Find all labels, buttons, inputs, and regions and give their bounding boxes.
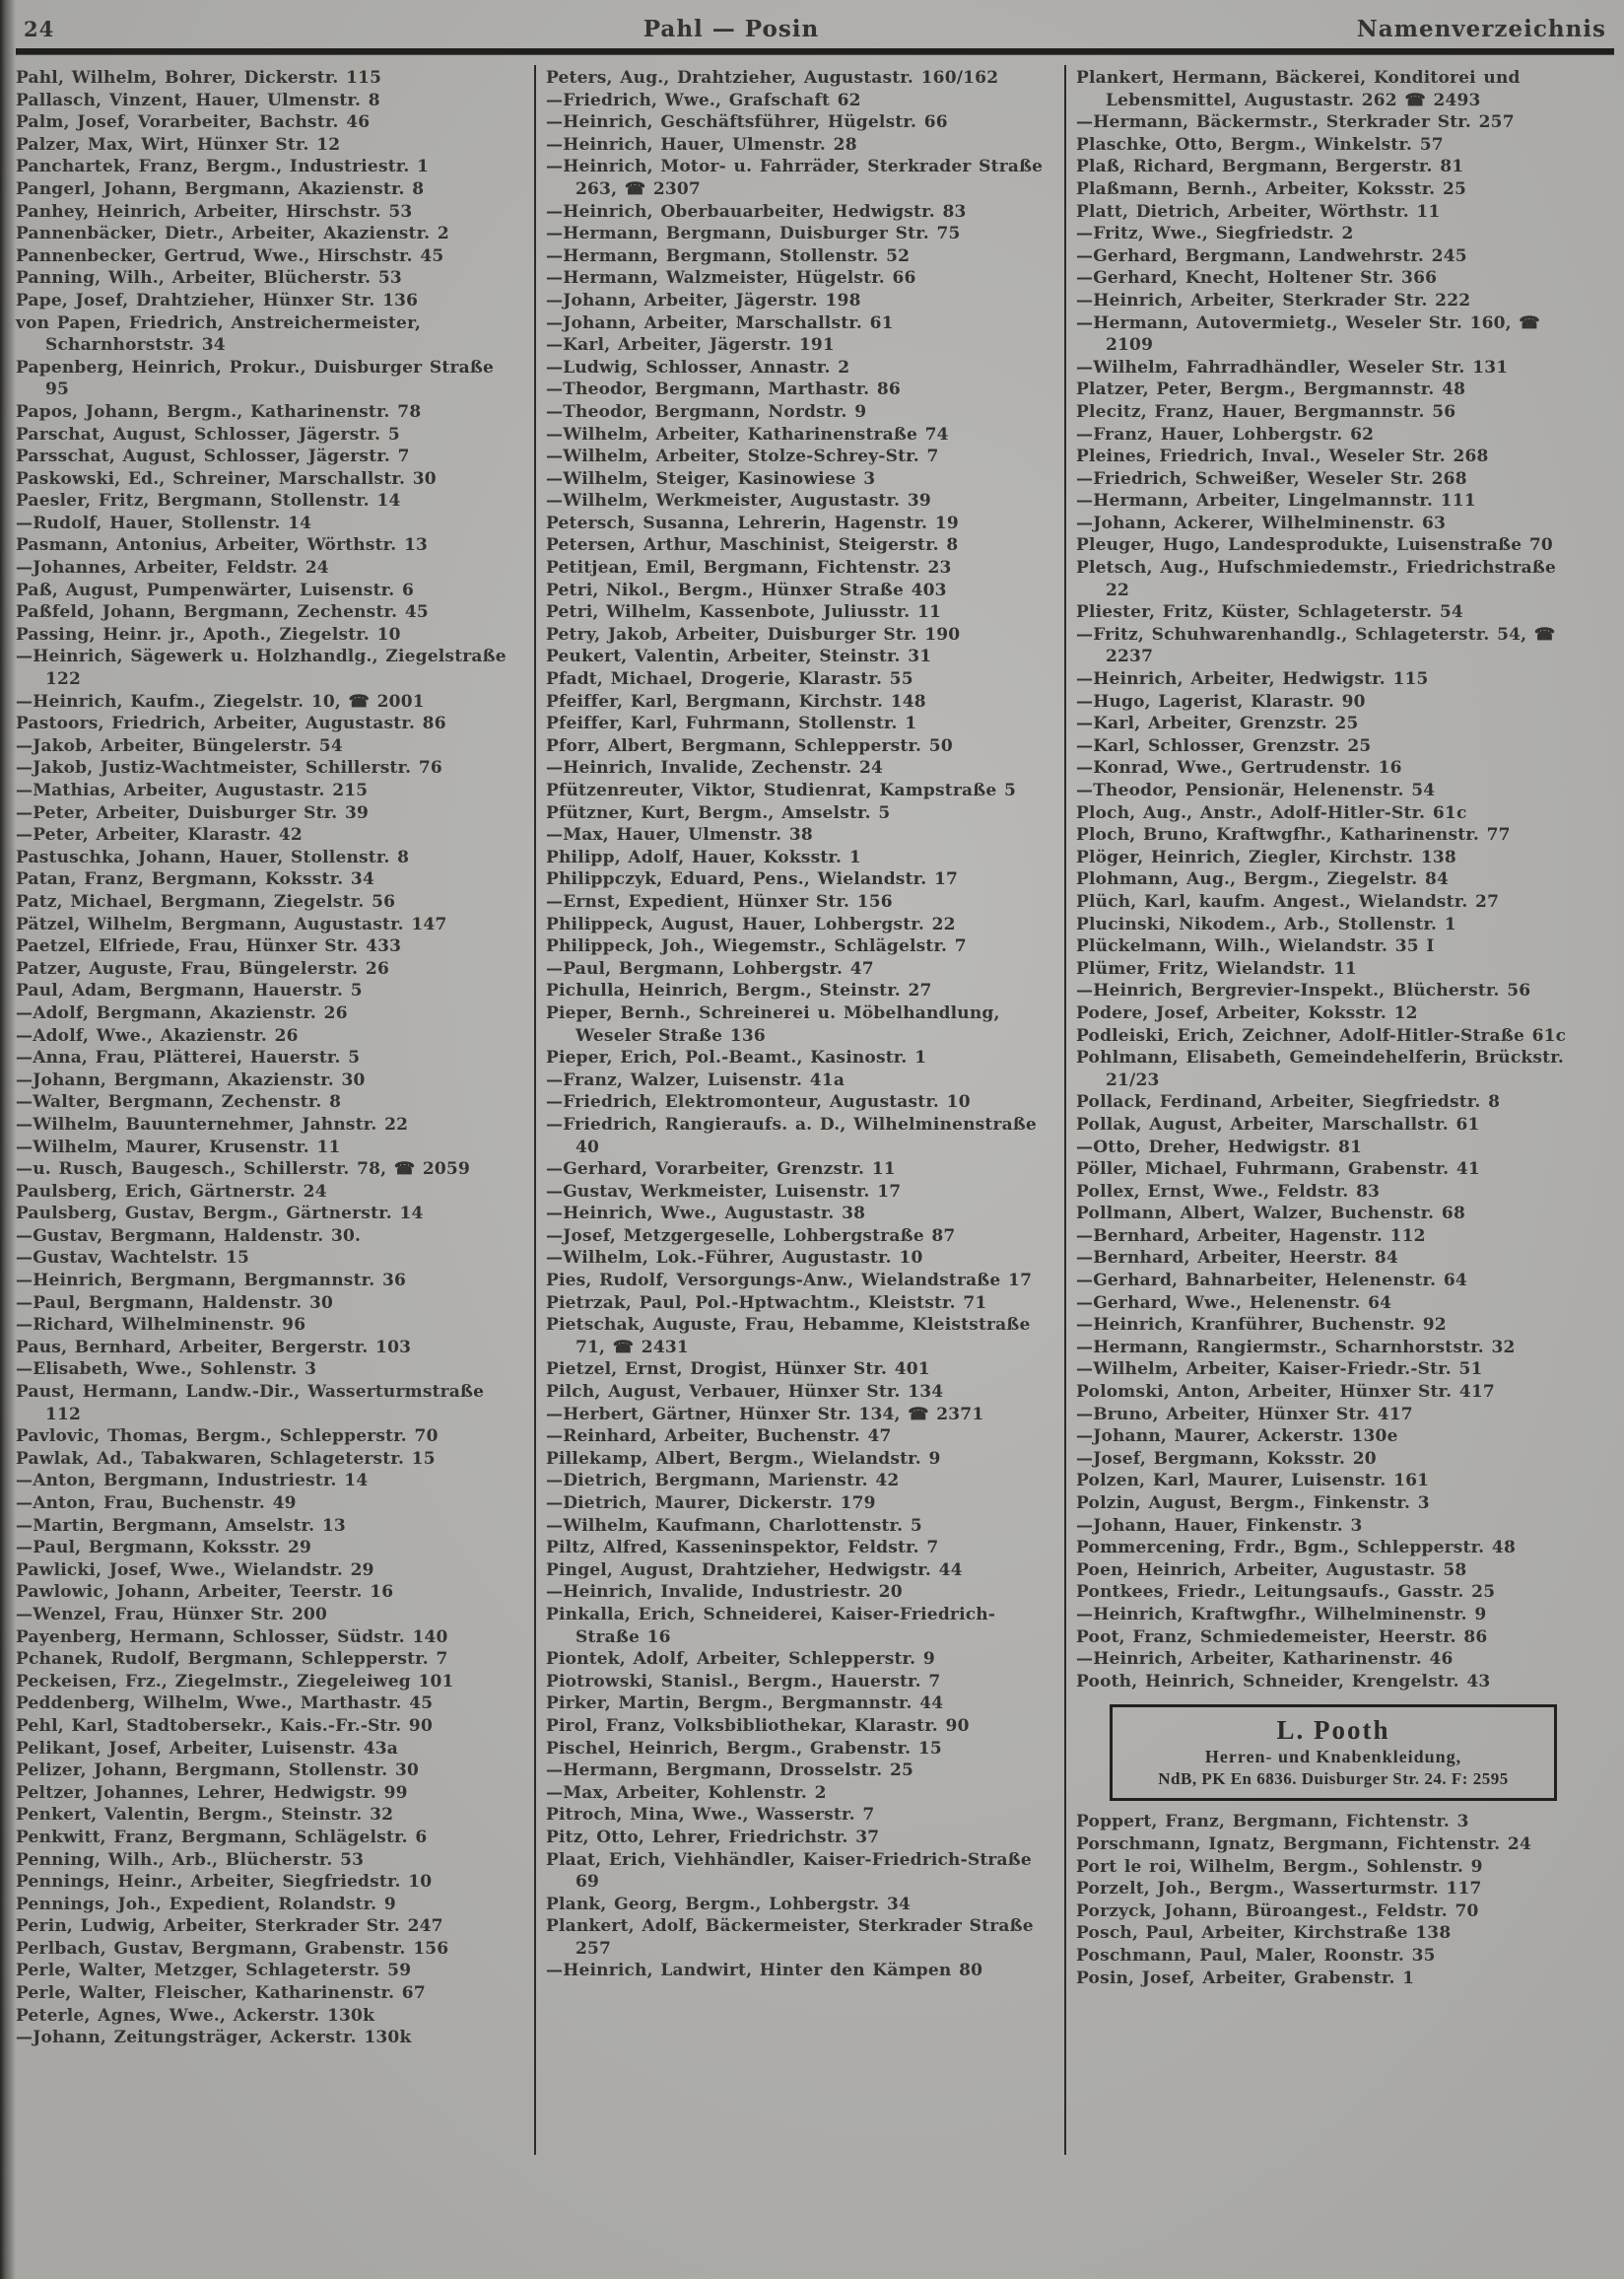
directory-entry: Peckeisen, Frz., Ziegelmstr., Ziegeleiweg 101 bbox=[16, 1671, 454, 1692]
directory-entry: Pieper, Erich, Pol.-Beamt., Kasinostr. 1 bbox=[546, 1048, 927, 1069]
ad-contact-info: NdB, PK En 6836. Duisburger Str. 24. F: 2595 bbox=[1158, 1769, 1509, 1789]
directory-entry: Pischel, Heinrich, Bergm., Grabenstr. 15 bbox=[546, 1738, 942, 1759]
directory-entry: Pollex, Ernst, Wwe., Feldstr. 83 bbox=[1076, 1181, 1381, 1202]
directory-entry: Podere, Josef, Arbeiter, Koksstr. 12 bbox=[1076, 1002, 1418, 1023]
directory-entry: —Adolf, Bergmann, Akazienstr. 26 bbox=[16, 1002, 348, 1023]
directory-entry: —Heinrich, Arbeiter, Hedwigstr. 115 bbox=[1076, 669, 1429, 690]
directory-entry: Panning, Wilh., Arbeiter, Blücherstr. 53 bbox=[16, 268, 402, 289]
column-1 bbox=[16, 65, 522, 2253]
directory-entry: Poppert, Franz, Bergmann, Fichtenstr. 3 bbox=[1076, 1812, 1469, 1832]
directory-entry: —Gerhard, Bergmann, Landwehrstr. 245 bbox=[1076, 245, 1467, 266]
directory-entry: —Josef, Metzgergeselle, Lohbergstraße 87 bbox=[546, 1225, 956, 1246]
directory-entry: Pelizer, Johann, Bergmann, Stollenstr. 30 bbox=[16, 1761, 420, 1781]
directory-entry: Perin, Ludwig, Arbeiter, Sterkrader Str. 247 bbox=[16, 1916, 443, 1937]
directory-entry: Poot, Franz, Schmiedemeister, Heerstr. 86 bbox=[1076, 1626, 1488, 1647]
directory-entry: Plucinski, Nikodem., Arb., Stollenstr. 1 bbox=[1076, 914, 1456, 934]
directory-entry: Paetzel, Elfriede, Frau, Hünxer Str. 433 bbox=[16, 936, 402, 957]
directory-entry: —Wilhelm, Werkmeister, Augustastr. 39 bbox=[546, 491, 931, 512]
directory-entry: Pitz, Otto, Lehrer, Friedrichstr. 37 bbox=[546, 1827, 880, 1847]
directory-entry: Pietrzak, Paul, Pol.-Hptwachtm., Kleiststr. 71 bbox=[546, 1292, 987, 1313]
directory-entry: Porschmann, Ignatz, Bergmann, Fichtenstr. 24 bbox=[1076, 1833, 1531, 1854]
directory-entry: Pasmann, Antonius, Arbeiter, Wörthstr. 13 bbox=[16, 535, 429, 556]
directory-entry: —Anna, Frau, Plätterei, Hauerstr. 5 bbox=[16, 1048, 361, 1069]
directory-entry: —Hermann, Bergmann, Duisburger Str. 75 bbox=[546, 224, 961, 244]
directory-entry: —Heinrich, Motor- u. Fahrräder, Sterkrader Straße 263, ☎ 2307 bbox=[546, 157, 1044, 199]
directory-entry: Pape, Josef, Drahtzieher, Hünxer Str. 136 bbox=[16, 290, 419, 311]
directory-entry: —Heinrich, Bergmann, Bergmannstr. 36 bbox=[16, 1271, 407, 1291]
directory-entry: —Heinrich, Kraftwgfhr., Wilhelminenstr. 9 bbox=[1076, 1604, 1487, 1624]
directory-entry: —Karl, Schlosser, Grenzstr. 25 bbox=[1076, 735, 1372, 756]
directory-entry: —Richard, Wilhelminenstr. 96 bbox=[16, 1315, 306, 1336]
directory-entry: —Dietrich, Bergmann, Marienstr. 42 bbox=[546, 1471, 900, 1491]
pooth-advertisement bbox=[1110, 1704, 1557, 1801]
column-3-entries-bottom bbox=[1076, 1811, 1583, 1989]
directory-entry: Pfützenreuter, Viktor, Studienrat, Kampstraße 5 bbox=[546, 781, 1016, 800]
directory-entry: Polzen, Karl, Maurer, Luisenstr. 161 bbox=[1076, 1471, 1430, 1491]
directory-entry: —Wilhelm, Arbeiter, Stolze-Schrey-Str. 7 bbox=[546, 447, 939, 467]
directory-entry: Penkwitt, Franz, Bergmann, Schlägelstr. 6 bbox=[16, 1827, 428, 1847]
directory-entry: Pätzel, Wilhelm, Bergmann, Augustastr. 147 bbox=[16, 914, 447, 934]
ad-company-name: L. Pooth bbox=[1276, 1715, 1390, 1746]
directory-entry: —Heinrich, Geschäftsführer, Hügelstr. 66 bbox=[546, 112, 948, 133]
directory-entry: Piltz, Alfred, Kasseninspektor, Feldstr. 7 bbox=[546, 1538, 939, 1558]
directory-entry: —Gustav, Werkmeister, Luisenstr. 17 bbox=[546, 1181, 902, 1202]
directory-entry: Pommercening, Frdr., Bgm., Schlepperstr. 48 bbox=[1076, 1538, 1516, 1558]
directory-entry: —Hermann, Bergmann, Drosselstr. 25 bbox=[546, 1761, 914, 1781]
directory-entry: Payenberg, Hermann, Schlosser, Südstr. 140 bbox=[16, 1626, 448, 1647]
directory-entry: Pöller, Michael, Fuhrmann, Grabenstr. 41 bbox=[1076, 1159, 1480, 1180]
directory-entry: Panchartek, Franz, Bergm., Industriestr. 1 bbox=[16, 157, 430, 177]
directory-entry: —Gerhard, Knecht, Holtener Str. 366 bbox=[1076, 268, 1438, 289]
directory-entry: —Franz, Hauer, Lohbergstr. 62 bbox=[1076, 424, 1375, 445]
directory-entry: —Friedrich, Wwe., Grafschaft 62 bbox=[546, 90, 861, 110]
directory-entry: Pfeiffer, Karl, Fuhrmann, Stollenstr. 1 bbox=[546, 714, 917, 734]
column-2 bbox=[546, 65, 1052, 2253]
directory-entry: Paskowski, Ed., Schreiner, Marschallstr. 30 bbox=[16, 468, 437, 489]
directory-entry: Petry, Jakob, Arbeiter, Duisburger Str. 190 bbox=[546, 624, 961, 645]
directory-entry: Peukert, Valentin, Arbeiter, Steinstr. 31 bbox=[546, 647, 932, 667]
directory-entry: Papenberg, Heinrich, Prokur., Duisburger Straße 95 bbox=[16, 357, 494, 400]
directory-entry: Pfadt, Michael, Drogerie, Klarastr. 55 bbox=[546, 669, 914, 690]
directory-entry: Pollak, August, Arbeiter, Marschallstr. 61 bbox=[1076, 1114, 1480, 1135]
directory-entry: Pliester, Fritz, Küster, Schlageterstr. 54 bbox=[1076, 602, 1463, 623]
directory-entry: Polzin, August, Bergm., Finkenstr. 3 bbox=[1076, 1493, 1430, 1513]
directory-entry: —Wenzel, Frau, Hünxer Str. 200 bbox=[16, 1604, 328, 1624]
directory-entry: —Heinrich, Sägewerk u. Holzhandlg., Ziegelstraße 122 bbox=[16, 647, 507, 690]
directory-entry: Palzer, Max, Wirt, Hünxer Str. 12 bbox=[16, 134, 341, 155]
directory-entry: Paesler, Fritz, Bergmann, Stollenstr. 14 bbox=[16, 491, 401, 512]
directory-entry: —Theodor, Bergmann, Marthastr. 86 bbox=[546, 380, 901, 400]
directory-entry: Poschmann, Paul, Maler, Roonstr. 35 bbox=[1076, 1945, 1436, 1966]
directory-entry: Pannenbecker, Gertrud, Wwe., Hirschstr. 45 bbox=[16, 245, 444, 266]
directory-entry: Petersch, Susanna, Lehrerin, Hagenstr. 19 bbox=[546, 513, 959, 533]
directory-entry: Pollmann, Albert, Walzer, Buchenstr. 68 bbox=[1076, 1204, 1465, 1224]
directory-entry: Pitroch, Mina, Wwe., Wasserstr. 7 bbox=[546, 1805, 875, 1826]
directory-entry: —Hermann, Bäckermstr., Sterkrader Str. 257 bbox=[1076, 112, 1515, 133]
page-header bbox=[16, 14, 1614, 48]
directory-entry: Ploch, Bruno, Kraftwgfhr., Katharinenstr. 77 bbox=[1076, 825, 1511, 846]
directory-entry: Plankert, Adolf, Bäckermeister, Sterkrader Straße 257 bbox=[546, 1916, 1034, 1959]
directory-entry: —Heinrich, Wwe., Augustastr. 38 bbox=[546, 1204, 866, 1224]
directory-entry: Pastoors, Friedrich, Arbeiter, Augustastr. 86 bbox=[16, 714, 446, 734]
directory-entry: —Heinrich, Kranführer, Buchenstr. 92 bbox=[1076, 1315, 1447, 1336]
directory-entry: —Hermann, Rangiermstr., Scharnhorststr. 32 bbox=[1076, 1337, 1516, 1357]
directory-entry: —Otto, Dreher, Hedwigstr. 81 bbox=[1076, 1137, 1363, 1157]
directory-entry: Pallasch, Vinzent, Hauer, Ulmenstr. 8 bbox=[16, 90, 380, 110]
directory-entry: Plöger, Heinrich, Ziegler, Kirchstr. 138 bbox=[1076, 847, 1456, 867]
directory-entry: —Hermann, Walzmeister, Hügelstr. 66 bbox=[546, 268, 916, 289]
directory-entry: —Herbert, Gärtner, Hünxer Str. 134, ☎ 2371 bbox=[546, 1404, 984, 1424]
directory-entry: Posch, Paul, Arbeiter, Kirchstraße 138 bbox=[1076, 1923, 1452, 1944]
directory-entry: —Paul, Bergmann, Lohbergstr. 47 bbox=[546, 958, 874, 979]
directory-entry: Paßfeld, Johann, Bergmann, Zechenstr. 45 bbox=[16, 602, 429, 623]
directory-entry: —Jakob, Justiz-Wachtmeister, Schillerstr. 76 bbox=[16, 758, 442, 779]
directory-entry: —Bernhard, Arbeiter, Hagenstr. 112 bbox=[1076, 1225, 1426, 1246]
directory-entry: Port le roi, Wilhelm, Bergm., Sohlenstr. 9 bbox=[1076, 1856, 1483, 1877]
directory-entry: Plüch, Karl, kaufm. Angest., Wielandstr. 27 bbox=[1076, 891, 1500, 912]
directory-entry: —Franz, Walzer, Luisenstr. 41a bbox=[546, 1070, 846, 1090]
directory-entry: —Jakob, Arbeiter, Büngelerstr. 54 bbox=[16, 735, 343, 756]
directory-entry: Pchanek, Rudolf, Bergmann, Schlepperstr. 7 bbox=[16, 1649, 448, 1670]
directory-entry: Plümer, Fritz, Wielandstr. 11 bbox=[1076, 958, 1357, 979]
directory-entry: —Max, Hauer, Ulmenstr. 38 bbox=[546, 825, 813, 846]
directory-entry: Pollack, Ferdinand, Arbeiter, Siegfriedstr. 8 bbox=[1076, 1092, 1501, 1113]
directory-entry: —Johann, Maurer, Ackerstr. 130e bbox=[1076, 1426, 1398, 1447]
directory-entry: Pingel, August, Drahtzieher, Hedwigstr. 44 bbox=[546, 1559, 963, 1580]
directory-entry: Porzelt, Joh., Bergm., Wasserturmstr. 117 bbox=[1076, 1879, 1482, 1899]
directory-entry: Posin, Josef, Arbeiter, Grabenstr. 1 bbox=[1076, 1968, 1415, 1988]
directory-entry: Philippeck, August, Hauer, Lohbergstr. 22 bbox=[546, 914, 956, 934]
directory-entry: Piotrowski, Stanisl., Bergm., Hauerstr. 7 bbox=[546, 1671, 941, 1692]
directory-entry: Pfützner, Kurt, Bergm., Amselstr. 5 bbox=[546, 802, 891, 823]
directory-entry: —Friedrich, Elektromonteur, Augustastr. 10 bbox=[546, 1092, 971, 1113]
directory-entry: —Wilhelm, Steiger, Kasinowiese 3 bbox=[546, 468, 876, 489]
directory-entry: Plaschke, Otto, Bergm., Winkelstr. 57 bbox=[1076, 134, 1444, 155]
directory-entry: Petitjean, Emil, Bergmann, Fichtenstr. 23 bbox=[546, 558, 952, 579]
directory-entry: Patz, Michael, Bergmann, Ziegelstr. 56 bbox=[16, 891, 396, 912]
directory-entry: Parsschat, August, Schlosser, Jägerstr. 7 bbox=[16, 447, 410, 467]
directory-entry: —Bernhard, Arbeiter, Heerstr. 84 bbox=[1076, 1248, 1398, 1269]
directory-entry: Penning, Wilh., Arb., Blücherstr. 53 bbox=[16, 1849, 365, 1870]
directory-entry: Palm, Josef, Vorarbeiter, Bachstr. 46 bbox=[16, 112, 371, 133]
directory-entry: Philippeck, Joh., Wiegemstr., Schlägelstr. 7 bbox=[546, 936, 967, 957]
directory-entry: Pawlicki, Josef, Wwe., Wielandstr. 29 bbox=[16, 1559, 374, 1580]
directory-entry: Pirker, Martin, Bergm., Bergmannstr. 44 bbox=[546, 1693, 944, 1714]
directory-entry: —Max, Arbeiter, Kohlenstr. 2 bbox=[546, 1782, 827, 1803]
directory-entry: —Adolf, Wwe., Akazienstr. 26 bbox=[16, 1025, 299, 1046]
directory-entry: —Paul, Bergmann, Haldenstr. 30 bbox=[16, 1292, 333, 1313]
directory-entry: Pieper, Bernh., Schreinerei u. Möbelhandlung, Weseler Straße 136 bbox=[546, 1002, 1000, 1046]
directory-entry: —Ernst, Expedient, Hünxer Str. 156 bbox=[546, 891, 893, 912]
directory-entry: Penkert, Valentin, Bergm., Steinstr. 32 bbox=[16, 1805, 394, 1826]
directory-entry: Pies, Rudolf, Versorgungs-Anw., Wielandstraße 17 bbox=[546, 1271, 1033, 1291]
directory-entry: Poen, Heinrich, Arbeiter, Augustastr. 58 bbox=[1076, 1559, 1467, 1580]
directory-entry: Piontek, Adolf, Arbeiter, Schlepperstr. 9 bbox=[546, 1649, 935, 1670]
directory-entry: —Wilhelm, Kaufmann, Charlottenstr. 5 bbox=[546, 1515, 922, 1536]
directory-entry: —Peter, Arbeiter, Klarastr. 42 bbox=[16, 825, 303, 846]
directory-entry: —Elisabeth, Wwe., Sohlenstr. 3 bbox=[16, 1359, 317, 1380]
column-divider-2 bbox=[1064, 65, 1066, 2155]
directory-entry: Paus, Bernhard, Arbeiter, Bergerstr. 103 bbox=[16, 1337, 412, 1357]
directory-entry: Pontkees, Friedr., Leitungsaufs., Gasstr. 25 bbox=[1076, 1582, 1496, 1603]
directory-entry: Paust, Hermann, Landw.-Dir., Wasserturmstraße 112 bbox=[16, 1382, 485, 1424]
directory-entry: Petri, Wilhelm, Kassenbote, Juliusstr. 11 bbox=[546, 602, 942, 623]
directory-entry: —Johann, Hauer, Finkenstr. 3 bbox=[1076, 1515, 1363, 1536]
directory-entry: Plohmann, Aug., Bergm., Ziegelstr. 84 bbox=[1076, 869, 1450, 890]
directory-entry: —Paul, Bergmann, Koksstr. 29 bbox=[16, 1538, 312, 1558]
directory-entry: Parschat, August, Schlosser, Jägerstr. 5 bbox=[16, 424, 400, 445]
directory-entry: —Gerhard, Wwe., Helenenstr. 64 bbox=[1076, 1292, 1392, 1313]
directory-entry: —Johann, Ackerer, Wilhelminenstr. 63 bbox=[1076, 513, 1447, 533]
directory-entry: Pilch, August, Verbauer, Hünxer Str. 134 bbox=[546, 1382, 944, 1403]
directory-entry: Pehl, Karl, Stadtobersekr., Kais.-Fr.-Str. 90 bbox=[16, 1715, 433, 1736]
directory-entry: Platt, Dietrich, Arbeiter, Wörthstr. 11 bbox=[1076, 201, 1441, 222]
directory-entry: —Wilhelm, Arbeiter, Kaiser-Friedr.-Str. 51 bbox=[1076, 1359, 1483, 1380]
directory-entry: —Josef, Bergmann, Koksstr. 20 bbox=[1076, 1448, 1377, 1469]
directory-entry: —Wilhelm, Maurer, Krusenstr. 11 bbox=[16, 1137, 341, 1157]
directory-entry: Pastuschka, Johann, Hauer, Stollenstr. 8 bbox=[16, 847, 410, 867]
directory-entry: Papos, Johann, Bergm., Katharinenstr. 78 bbox=[16, 401, 422, 422]
directory-entry: Philipp, Adolf, Hauer, Koksstr. 1 bbox=[546, 847, 861, 867]
directory-entry: —Johann, Arbeiter, Marschallstr. 61 bbox=[546, 312, 894, 333]
directory-entry: Pennings, Joh., Expedient, Rolandstr. 9 bbox=[16, 1894, 396, 1914]
directory-entry: Pennings, Heinr., Arbeiter, Siegfriedstr. 10 bbox=[16, 1872, 433, 1893]
directory-entry: Plaat, Erich, Viehhändler, Kaiser-Friedrich-Straße 69 bbox=[546, 1849, 1032, 1893]
directory-entry: —Heinrich, Arbeiter, Katharinenstr. 46 bbox=[1076, 1649, 1454, 1670]
directory-entry: Pohlmann, Elisabeth, Gemeindehelferin, Brückstr. 21/23 bbox=[1076, 1048, 1564, 1090]
directory-entry: Paß, August, Pumpenwärter, Luisenstr. 6 bbox=[16, 580, 414, 600]
directory-entry: Plaß, Richard, Bergmann, Bergerstr. 81 bbox=[1076, 157, 1464, 177]
directory-entry: Pirol, Franz, Volksbibliothekar, Klarastr. 90 bbox=[546, 1715, 970, 1736]
directory-entry: —Gerhard, Vorarbeiter, Grenzstr. 11 bbox=[546, 1159, 896, 1180]
directory-entry: Pinkalla, Erich, Schneiderei, Kaiser-Friedrich-Straße 16 bbox=[546, 1604, 996, 1647]
directory-entry: Pletsch, Aug., Hufschmiedemstr., Friedrichstraße 22 bbox=[1076, 558, 1557, 600]
directory-entry: —Friedrich, Rangieraufs. a. D., Wilhelminenstraße 40 bbox=[546, 1114, 1037, 1157]
directory-entry: —Peter, Arbeiter, Duisburger Str. 39 bbox=[16, 802, 370, 823]
directory-entry: —Fritz, Schuhwarenhandlg., Schlageterstr. 54, ☎ 2237 bbox=[1076, 624, 1556, 667]
directory-entry: —Bruno, Arbeiter, Hünxer Str. 417 bbox=[1076, 1404, 1413, 1424]
directory-entry: —Wilhelm, Arbeiter, Katharinenstraße 74 bbox=[546, 424, 949, 445]
directory-entry: Pforr, Albert, Bergmann, Schlepperstr. 50 bbox=[546, 735, 953, 756]
directory-entry: Pfeiffer, Karl, Bergmann, Kirchstr. 148 bbox=[546, 691, 926, 712]
directory-entry: Patan, Franz, Bergmann, Koksstr. 34 bbox=[16, 869, 374, 890]
directory-entry: Passing, Heinr. jr., Apoth., Ziegelstr. 10 bbox=[16, 624, 401, 645]
directory-entry: —Johannes, Arbeiter, Feldstr. 24 bbox=[16, 558, 329, 579]
directory-entry: Pichulla, Heinrich, Bergm., Steinstr. 27 bbox=[546, 981, 932, 1001]
directory-entry: —Theodor, Pensionär, Helenenstr. 54 bbox=[1076, 781, 1436, 800]
directory-entry: —Wilhelm, Fahrradhändler, Weseler Str. 131 bbox=[1076, 357, 1509, 378]
directory-entry: —Friedrich, Schweißer, Weseler Str. 268 bbox=[1076, 468, 1467, 489]
directory-entry: —u. Rusch, Baugesch., Schillerstr. 78, ☎ 2059 bbox=[16, 1159, 470, 1180]
directory-entry: —Johann, Arbeiter, Jägerstr. 198 bbox=[546, 290, 861, 311]
directory-entry: —Mathias, Arbeiter, Augustastr. 215 bbox=[16, 781, 369, 800]
directory-entry: Plaßmann, Bernh., Arbeiter, Koksstr. 25 bbox=[1076, 178, 1467, 199]
directory-entry: —Hugo, Lagerist, Klarastr. 90 bbox=[1076, 691, 1366, 712]
directory-entry: von Papen, Friedrich, Anstreichermeister, Scharnhorststr. 34 bbox=[16, 312, 422, 356]
directory-entry: —Heinrich, Bergrevier-Inspekt., Blücherstr. 56 bbox=[1076, 981, 1531, 1001]
page-number: 24 bbox=[24, 17, 55, 41]
directory-entry: —Heinrich, Oberbauarbeiter, Hedwigstr. 83 bbox=[546, 201, 967, 222]
directory-entry: Pillekamp, Albert, Bergm., Wielandstr. 9 bbox=[546, 1448, 941, 1469]
directory-entry: Patzer, Auguste, Frau, Büngelerstr. 26 bbox=[16, 958, 389, 979]
directory-entry: —Karl, Arbeiter, Grenzstr. 25 bbox=[1076, 714, 1359, 734]
directory-entry: Pleuger, Hugo, Landesprodukte, Luisenstraße 70 bbox=[1076, 535, 1553, 556]
directory-entry: Plank, Georg, Bergm., Lohbergstr. 34 bbox=[546, 1894, 912, 1914]
section-title: Namenverzeichnis bbox=[1356, 16, 1606, 42]
directory-entry: Pavlovic, Thomas, Bergm., Schlepperstr. 70 bbox=[16, 1426, 439, 1447]
directory-entry: Petersen, Arthur, Maschinist, Steigerstr. 8 bbox=[546, 535, 959, 556]
directory-entry: —Fritz, Wwe., Siegfriedstr. 2 bbox=[1076, 224, 1354, 244]
directory-entry: Paulsberg, Gustav, Bergm., Gärtnerstr. 14 bbox=[16, 1204, 424, 1224]
directory-entry: —Theodor, Bergmann, Nordstr. 9 bbox=[546, 401, 867, 422]
directory-entry: Perlbach, Gustav, Bergmann, Grabenstr. 156 bbox=[16, 1938, 449, 1959]
directory-entry: Peters, Aug., Drahtzieher, Augustastr. 160/162 bbox=[546, 68, 999, 88]
directory-entry: —Dietrich, Maurer, Dickerstr. 179 bbox=[546, 1493, 876, 1513]
directory-entry: —Hermann, Arbeiter, Lingelmannstr. 111 bbox=[1076, 491, 1476, 512]
directory-entry: Plecitz, Franz, Hauer, Bergmannstr. 56 bbox=[1076, 401, 1456, 422]
directory-entry: —Reinhard, Arbeiter, Buchenstr. 47 bbox=[546, 1426, 892, 1447]
header-rule bbox=[16, 48, 1614, 55]
directory-entry: —Heinrich, Hauer, Ulmenstr. 28 bbox=[546, 134, 857, 155]
directory-entry: —Ludwig, Schlosser, Annastr. 2 bbox=[546, 357, 850, 378]
column-3-entries-top bbox=[1076, 67, 1583, 1692]
directory-entry: Ploch, Aug., Anstr., Adolf-Hitler-Str. 61c bbox=[1076, 802, 1467, 823]
directory-entry: Perle, Walter, Metzger, Schlageterstr. 59 bbox=[16, 1961, 412, 1981]
directory-entry: —Wilhelm, Lok.-Führer, Augustastr. 10 bbox=[546, 1248, 923, 1269]
column-3 bbox=[1076, 65, 1583, 2253]
directory-entry: Paulsberg, Erich, Gärtnerstr. 24 bbox=[16, 1181, 327, 1202]
directory-entry: Platzer, Peter, Bergm., Bergmannstr. 48 bbox=[1076, 380, 1466, 400]
directory-entry: —Rudolf, Hauer, Stollenstr. 14 bbox=[16, 513, 312, 533]
directory-entry: Plankert, Hermann, Bäckerei, Konditorei und Lebensmittel, Augustastr. 262 ☎ 2493 bbox=[1076, 68, 1521, 110]
directory-entry: Petri, Nikol., Bergm., Hünxer Straße 403 bbox=[546, 580, 947, 600]
column-divider-1 bbox=[534, 65, 536, 2155]
directory-entry: Peddenberg, Wilhelm, Wwe., Marthastr. 45 bbox=[16, 1693, 434, 1714]
directory-entry: —Heinrich, Kaufm., Ziegelstr. 10, ☎ 2001 bbox=[16, 691, 425, 712]
directory-entry: Podleiski, Erich, Zeichner, Adolf-Hitler-Straße 61c bbox=[1076, 1025, 1567, 1046]
directory-entry: —Heinrich, Invalide, Zechenstr. 24 bbox=[546, 758, 884, 779]
directory-entry: —Hermann, Bergmann, Stollenstr. 52 bbox=[546, 245, 911, 266]
directory-entry: Pleines, Friedrich, Inval., Weseler Str. 268 bbox=[1076, 447, 1489, 467]
directory-entry: —Gerhard, Bahnarbeiter, Helenenstr. 64 bbox=[1076, 1271, 1467, 1291]
directory-entry: —Heinrich, Arbeiter, Sterkrader Str. 222 bbox=[1076, 290, 1471, 311]
directory-entry: Peltzer, Johannes, Lehrer, Hedwigstr. 99 bbox=[16, 1782, 408, 1803]
directory-entry: —Johann, Bergmann, Akazienstr. 30 bbox=[16, 1070, 366, 1090]
directory-entry: —Hermann, Autovermietg., Weseler Str. 160, ☎ 2109 bbox=[1076, 312, 1540, 356]
directory-entry: Panhey, Heinrich, Arbeiter, Hirschstr. 53 bbox=[16, 201, 413, 222]
directory-entry: Pietzel, Ernst, Drogist, Hünxer Str. 401 bbox=[546, 1359, 930, 1380]
directory-entry: —Walter, Bergmann, Zechenstr. 8 bbox=[16, 1092, 342, 1113]
directory-entry: Pangerl, Johann, Bergmann, Akazienstr. 8 bbox=[16, 178, 425, 199]
directory-entry: Pawlak, Ad., Tabakwaren, Schlageterstr. 15 bbox=[16, 1448, 436, 1469]
directory-entry: Pietschak, Auguste, Frau, Hebamme, Kleiststraße 71, ☎ 2431 bbox=[546, 1315, 1031, 1357]
directory-entry: Pannenbäcker, Dietr., Arbeiter, Akazienstr. 2 bbox=[16, 224, 449, 244]
directory-columns bbox=[16, 65, 1614, 2253]
page-title: Pahl — Posin bbox=[643, 16, 820, 42]
directory-entry: —Karl, Arbeiter, Jägerstr. 191 bbox=[546, 335, 835, 356]
directory-entry: —Heinrich, Landwirt, Hinter den Kämpen 80 bbox=[546, 1961, 983, 1981]
directory-entry: —Konrad, Wwe., Gertrudenstr. 16 bbox=[1076, 758, 1402, 779]
directory-entry: Pooth, Heinrich, Schneider, Krengelstr. 43 bbox=[1076, 1671, 1491, 1692]
directory-entry: —Wilhelm, Bauunternehmer, Jahnstr. 22 bbox=[16, 1114, 409, 1135]
directory-entry: —Gustav, Wachtelstr. 15 bbox=[16, 1248, 250, 1269]
directory-entry: —Gustav, Bergmann, Haldenstr. 30. bbox=[16, 1225, 362, 1246]
directory-entry: —Johann, Zeitungsträger, Ackerstr. 130k bbox=[16, 2028, 412, 2048]
directory-entry: Pahl, Wilhelm, Bohrer, Dickerstr. 115 bbox=[16, 68, 382, 88]
directory-entry: Perle, Walter, Fleischer, Katharinenstr. 67 bbox=[16, 1983, 426, 2004]
directory-entry: —Anton, Bergmann, Industriestr. 14 bbox=[16, 1471, 369, 1491]
directory-entry: Peterle, Agnes, Wwe., Ackerstr. 130k bbox=[16, 2005, 375, 2026]
directory-entry: —Heinrich, Invalide, Industriestr. 20 bbox=[546, 1582, 903, 1603]
directory-entry: —Anton, Frau, Buchenstr. 49 bbox=[16, 1493, 297, 1513]
directory-entry: Pawlowic, Johann, Arbeiter, Teerstr. 16 bbox=[16, 1582, 394, 1603]
ad-description: Herren- und Knabenkleidung, bbox=[1204, 1747, 1462, 1767]
directory-entry: Plückelmann, Wilh., Wielandstr. 35 I bbox=[1076, 936, 1435, 957]
directory-entry: Paul, Adam, Bergmann, Hauerstr. 5 bbox=[16, 981, 363, 1001]
directory-entry: Pelikant, Josef, Arbeiter, Luisenstr. 43a bbox=[16, 1738, 399, 1759]
directory-entry: Philippczyk, Eduard, Pens., Wielandstr. 17 bbox=[546, 869, 959, 890]
directory-entry: —Martin, Bergmann, Amselstr. 13 bbox=[16, 1515, 346, 1536]
directory-entry: Porzyck, Johann, Büroangest., Feldstr. 70 bbox=[1076, 1900, 1479, 1921]
directory-entry: Polomski, Anton, Arbeiter, Hünxer Str. 417 bbox=[1076, 1382, 1495, 1403]
